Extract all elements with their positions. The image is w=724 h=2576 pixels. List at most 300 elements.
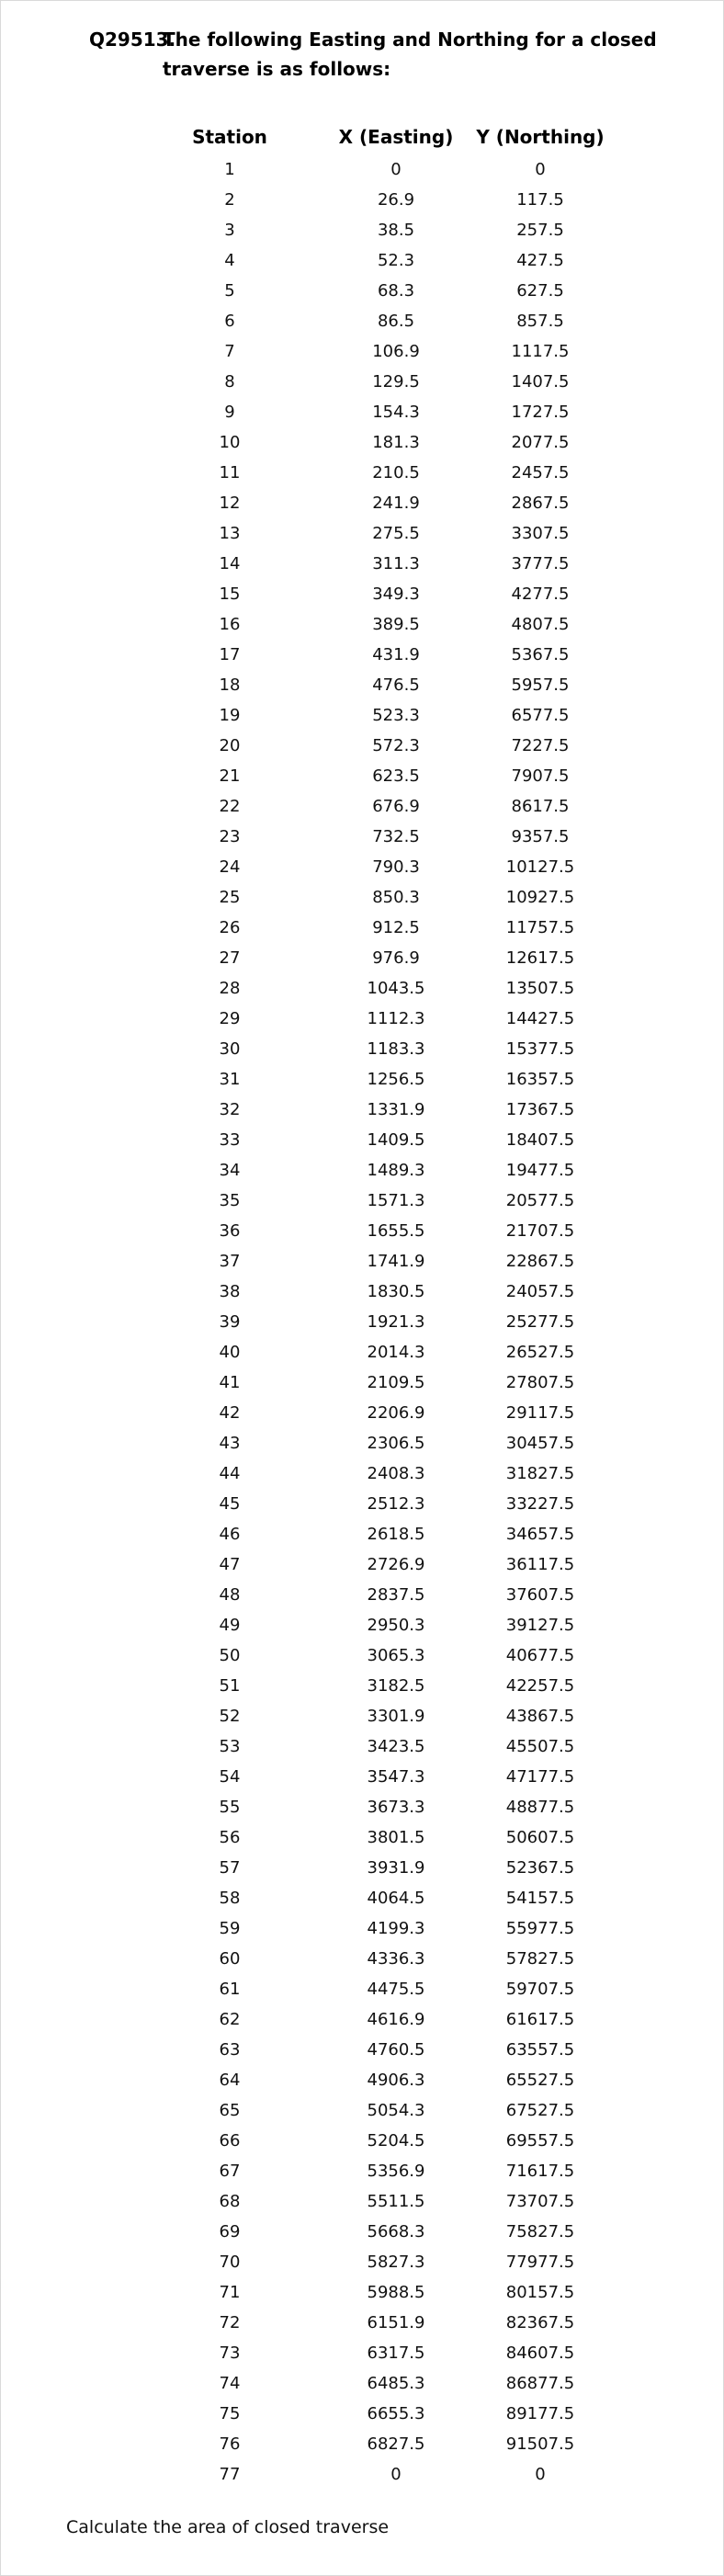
northing-cell: 20577.5 <box>505 1191 575 1210</box>
station-cell: 45 <box>219 1494 241 1514</box>
station-cell: 55 <box>219 1798 241 1817</box>
table-row <box>138 1337 610 1367</box>
table-row <box>138 458 610 488</box>
easting-cell: 311.3 <box>372 554 420 573</box>
northing-cell: 43867.5 <box>505 1707 575 1726</box>
traverse-table-container <box>138 119 610 2490</box>
table-row <box>138 1853 610 1883</box>
station-cell: 49 <box>219 1616 241 1635</box>
station-cell: 71 <box>219 2283 241 2302</box>
station-cell: 10 <box>219 433 241 452</box>
station-cell: 7 <box>224 342 235 361</box>
table-row <box>138 488 610 518</box>
easting-cell: 1921.3 <box>367 1312 425 1332</box>
table-row <box>138 1762 610 1792</box>
easting-cell: 129.5 <box>372 372 420 392</box>
station-cell: 26 <box>219 918 241 937</box>
station-cell: 38 <box>219 1282 241 1301</box>
easting-cell: 732.5 <box>372 827 420 846</box>
station-cell: 66 <box>219 2131 241 2150</box>
easting-cell: 790.3 <box>372 857 420 877</box>
easting-cell: 2618.5 <box>367 1525 425 1544</box>
northing-cell: 14427.5 <box>505 1009 575 1028</box>
easting-cell: 1571.3 <box>367 1191 425 1210</box>
table-row <box>138 2065 610 2095</box>
easting-cell: 5204.5 <box>367 2131 425 2150</box>
station-cell: 27 <box>219 948 241 968</box>
northing-cell: 63557.5 <box>505 2040 575 2060</box>
station-cell: 47 <box>219 1555 241 1574</box>
table-row <box>138 336 610 367</box>
easting-cell: 5054.3 <box>367 2101 425 2120</box>
table-row <box>138 2126 610 2156</box>
easting-cell: 4064.5 <box>367 1889 425 1908</box>
station-cell: 35 <box>219 1191 241 1210</box>
easting-cell: 1655.5 <box>367 1221 425 1241</box>
northing-cell: 257.5 <box>516 221 564 240</box>
table-row <box>138 1216 610 1246</box>
northing-cell: 18407.5 <box>505 1130 575 1150</box>
northing-cell: 0 <box>535 160 546 179</box>
table-row <box>138 1580 610 1610</box>
northing-cell: 17367.5 <box>505 1100 575 1119</box>
easting-cell: 4475.5 <box>367 1980 425 1999</box>
table-row <box>138 913 610 943</box>
easting-cell: 4760.5 <box>367 2040 425 2060</box>
easting-cell: 5356.9 <box>367 2162 425 2181</box>
table-row <box>138 1004 610 1034</box>
northing-cell: 86877.5 <box>505 2374 575 2393</box>
northing-cell: 26527.5 <box>505 1343 575 1362</box>
easting-cell: 3301.9 <box>367 1707 425 1726</box>
northing-cell: 1117.5 <box>511 342 570 361</box>
northing-cell: 2077.5 <box>511 433 570 452</box>
northing-cell: 52367.5 <box>505 1858 575 1878</box>
easting-cell: 912.5 <box>372 918 420 937</box>
table-row <box>138 1822 610 1853</box>
table-row <box>138 2338 610 2368</box>
station-cell: 60 <box>219 1949 241 1969</box>
easting-cell: 181.3 <box>372 433 420 452</box>
northing-cell: 36117.5 <box>505 1555 575 1574</box>
column-header-northing: Y (Northing) <box>476 126 605 148</box>
table-row <box>138 2186 610 2217</box>
station-cell: 25 <box>219 888 241 907</box>
northing-cell: 91507.5 <box>505 2434 575 2454</box>
station-cell: 22 <box>219 797 241 816</box>
easting-cell: 4336.3 <box>367 1949 425 1969</box>
easting-cell: 5668.3 <box>367 2222 425 2241</box>
station-cell: 5 <box>224 281 235 301</box>
table-row <box>138 1610 610 1640</box>
station-cell: 32 <box>219 1100 241 1119</box>
station-cell: 19 <box>219 706 241 725</box>
easting-cell: 1489.3 <box>367 1161 425 1180</box>
northing-cell: 77977.5 <box>505 2253 575 2272</box>
table-row <box>138 670 610 700</box>
northing-cell: 857.5 <box>516 312 564 331</box>
northing-cell: 24057.5 <box>505 1282 575 1301</box>
northing-cell: 75827.5 <box>505 2222 575 2241</box>
table-header-row <box>138 119 610 154</box>
northing-cell: 65527.5 <box>505 2071 575 2090</box>
easting-cell: 3931.9 <box>367 1858 425 1878</box>
station-cell: 9 <box>224 403 235 422</box>
station-cell: 50 <box>219 1646 241 1665</box>
table-row <box>138 306 610 336</box>
table-row <box>138 185 610 215</box>
table-row <box>138 2035 610 2065</box>
table-row <box>138 1277 610 1307</box>
easting-cell: 1043.5 <box>367 979 425 998</box>
table-row <box>138 2459 610 2490</box>
northing-cell: 25277.5 <box>505 1312 575 1332</box>
table-row <box>138 731 610 761</box>
question-text-line-1: The following Easting and Northing for a closed <box>163 28 657 51</box>
easting-cell: 6655.3 <box>367 2404 425 2423</box>
northing-cell: 22867.5 <box>505 1252 575 1271</box>
northing-cell: 34657.5 <box>505 1525 575 1544</box>
station-cell: 72 <box>219 2313 241 2332</box>
table-row <box>138 2429 610 2459</box>
easting-cell: 5988.5 <box>367 2283 425 2302</box>
table-row <box>138 1367 610 1398</box>
easting-cell: 4199.3 <box>367 1919 425 1938</box>
station-cell: 12 <box>219 494 241 513</box>
table-row <box>138 579 610 609</box>
table-row <box>138 1792 610 1822</box>
easting-cell: 2512.3 <box>367 1494 425 1514</box>
table-row <box>138 1155 610 1186</box>
question-number: Q29513. <box>89 28 176 51</box>
table-body <box>138 154 610 2490</box>
easting-cell: 154.3 <box>372 403 420 422</box>
easting-cell: 106.9 <box>372 342 420 361</box>
station-cell: 23 <box>219 827 241 846</box>
station-cell: 40 <box>219 1343 241 1362</box>
northing-cell: 42257.5 <box>505 1676 575 1696</box>
table-row <box>138 1034 610 1064</box>
northing-cell: 4807.5 <box>511 615 570 634</box>
table-row <box>138 1186 610 1216</box>
easting-cell: 0 <box>390 160 402 179</box>
easting-cell: 1741.9 <box>367 1252 425 1271</box>
table-row <box>138 549 610 579</box>
easting-cell: 1256.5 <box>367 1070 425 1089</box>
northing-cell: 5957.5 <box>511 675 570 695</box>
table-row <box>138 1974 610 2004</box>
station-cell: 33 <box>219 1130 241 1150</box>
table-row <box>138 882 610 913</box>
easting-cell: 2408.3 <box>367 1464 425 1483</box>
table-row <box>138 2247 610 2277</box>
easting-cell: 3423.5 <box>367 1737 425 1756</box>
easting-cell: 26.9 <box>377 190 415 210</box>
northing-cell: 0 <box>535 2465 546 2484</box>
station-cell: 68 <box>219 2192 241 2211</box>
northing-cell: 10927.5 <box>505 888 575 907</box>
northing-cell: 15377.5 <box>505 1039 575 1059</box>
northing-cell: 69557.5 <box>505 2131 575 2150</box>
table-row <box>138 1944 610 1974</box>
station-cell: 67 <box>219 2162 241 2181</box>
easting-cell: 2726.9 <box>367 1555 425 1574</box>
table-row <box>138 1458 610 1489</box>
northing-cell: 54157.5 <box>505 1889 575 1908</box>
easting-cell: 523.3 <box>372 706 420 725</box>
table-row <box>138 154 610 185</box>
station-cell: 52 <box>219 1707 241 1726</box>
easting-cell: 2109.5 <box>367 1373 425 1392</box>
station-cell: 63 <box>219 2040 241 2060</box>
station-cell: 53 <box>219 1737 241 1756</box>
northing-cell: 7907.5 <box>511 766 570 786</box>
northing-cell: 9357.5 <box>511 827 570 846</box>
northing-cell: 39127.5 <box>505 1616 575 1635</box>
northing-cell: 61617.5 <box>505 2010 575 2029</box>
easting-cell: 1830.5 <box>367 1282 425 1301</box>
question-text-line-2: traverse is as follows: <box>163 58 391 80</box>
easting-cell: 1112.3 <box>367 1009 425 1028</box>
table-row <box>138 1519 610 1549</box>
northing-cell: 117.5 <box>516 190 564 210</box>
station-cell: 39 <box>219 1312 241 1332</box>
northing-cell: 57827.5 <box>505 1949 575 1969</box>
station-cell: 14 <box>219 554 241 573</box>
easting-cell: 4906.3 <box>367 2071 425 2090</box>
station-cell: 8 <box>224 372 235 392</box>
table-row <box>138 852 610 882</box>
station-cell: 41 <box>219 1373 241 1392</box>
easting-cell: 3182.5 <box>367 1676 425 1696</box>
northing-cell: 427.5 <box>516 251 564 270</box>
northing-cell: 19477.5 <box>505 1161 575 1180</box>
column-header-station: Station <box>192 126 267 148</box>
station-cell: 16 <box>219 615 241 634</box>
easting-cell: 0 <box>390 2465 402 2484</box>
northing-cell: 10127.5 <box>505 857 575 877</box>
table-row <box>138 1731 610 1762</box>
easting-cell: 389.5 <box>372 615 420 634</box>
station-cell: 3 <box>224 221 235 240</box>
northing-cell: 2867.5 <box>511 494 570 513</box>
easting-cell: 976.9 <box>372 948 420 968</box>
station-cell: 44 <box>219 1464 241 1483</box>
easting-cell: 3801.5 <box>367 1828 425 1847</box>
easting-cell: 5827.3 <box>367 2253 425 2272</box>
northing-cell: 11757.5 <box>505 918 575 937</box>
table-row <box>138 2156 610 2186</box>
northing-cell: 21707.5 <box>505 1221 575 1241</box>
table-row <box>138 1549 610 1580</box>
station-cell: 18 <box>219 675 241 695</box>
easting-cell: 623.5 <box>372 766 420 786</box>
northing-cell: 1727.5 <box>511 403 570 422</box>
station-cell: 62 <box>219 2010 241 2029</box>
easting-cell: 3673.3 <box>367 1798 425 1817</box>
station-cell: 74 <box>219 2374 241 2393</box>
table-row <box>138 973 610 1004</box>
table-row <box>138 215 610 245</box>
easting-cell: 2206.9 <box>367 1403 425 1423</box>
northing-cell: 13507.5 <box>505 979 575 998</box>
station-cell: 2 <box>224 190 235 210</box>
station-cell: 61 <box>219 1980 241 1999</box>
table-row <box>138 367 610 397</box>
northing-cell: 45507.5 <box>505 1737 575 1756</box>
station-cell: 24 <box>219 857 241 877</box>
table-row <box>138 1307 610 1337</box>
northing-cell: 89177.5 <box>505 2404 575 2423</box>
easting-cell: 6151.9 <box>367 2313 425 2332</box>
northing-cell: 59707.5 <box>505 1980 575 1999</box>
table-row <box>138 1064 610 1095</box>
station-cell: 30 <box>219 1039 241 1059</box>
station-cell: 43 <box>219 1434 241 1453</box>
station-cell: 65 <box>219 2101 241 2120</box>
northing-cell: 6577.5 <box>511 706 570 725</box>
table-row <box>138 1883 610 1913</box>
northing-cell: 82367.5 <box>505 2313 575 2332</box>
easting-cell: 676.9 <box>372 797 420 816</box>
northing-cell: 48877.5 <box>505 1798 575 1817</box>
northing-cell: 33227.5 <box>505 1494 575 1514</box>
station-cell: 56 <box>219 1828 241 1847</box>
northing-cell: 16357.5 <box>505 1070 575 1089</box>
traverse-table <box>138 119 610 2490</box>
easting-cell: 2306.5 <box>367 1434 425 1453</box>
northing-cell: 84607.5 <box>505 2343 575 2363</box>
table-row <box>138 1640 610 1671</box>
station-cell: 42 <box>219 1403 241 1423</box>
northing-cell: 27807.5 <box>505 1373 575 1392</box>
northing-cell: 50607.5 <box>505 1828 575 1847</box>
table-row <box>138 518 610 549</box>
station-cell: 17 <box>219 645 241 664</box>
table-row <box>138 2217 610 2247</box>
easting-cell: 2014.3 <box>367 1343 425 1362</box>
easting-cell: 1409.5 <box>367 1130 425 1150</box>
easting-cell: 3547.3 <box>367 1767 425 1787</box>
northing-cell: 5367.5 <box>511 645 570 664</box>
easting-cell: 2837.5 <box>367 1585 425 1605</box>
table-row <box>138 2368 610 2399</box>
table-row <box>138 1125 610 1155</box>
northing-cell: 2457.5 <box>511 463 570 482</box>
table-row <box>138 1246 610 1277</box>
station-cell: 58 <box>219 1889 241 1908</box>
table-row <box>138 397 610 427</box>
easting-cell: 241.9 <box>372 494 420 513</box>
easting-cell: 1183.3 <box>367 1039 425 1059</box>
table-row <box>138 791 610 822</box>
station-cell: 1 <box>224 160 235 179</box>
station-cell: 20 <box>219 736 241 755</box>
northing-cell: 30457.5 <box>505 1434 575 1453</box>
table-row <box>138 1398 610 1428</box>
station-cell: 31 <box>219 1070 241 1089</box>
station-cell: 57 <box>219 1858 241 1878</box>
table-row <box>138 1701 610 1731</box>
table-row <box>138 2399 610 2429</box>
table-row <box>138 1095 610 1125</box>
station-cell: 11 <box>219 463 241 482</box>
station-cell: 29 <box>219 1009 241 1028</box>
station-cell: 21 <box>219 766 241 786</box>
northing-cell: 12617.5 <box>505 948 575 968</box>
northing-cell: 4277.5 <box>511 584 570 604</box>
northing-cell: 7227.5 <box>511 736 570 755</box>
easting-cell: 5511.5 <box>367 2192 425 2211</box>
station-cell: 37 <box>219 1252 241 1271</box>
station-cell: 51 <box>219 1676 241 1696</box>
northing-cell: 31827.5 <box>505 1464 575 1483</box>
northing-cell: 55977.5 <box>505 1919 575 1938</box>
easting-cell: 349.3 <box>372 584 420 604</box>
table-row <box>138 1913 610 1944</box>
table-row <box>138 640 610 670</box>
table-row <box>138 700 610 731</box>
station-cell: 36 <box>219 1221 241 1241</box>
easting-cell: 572.3 <box>372 736 420 755</box>
station-cell: 70 <box>219 2253 241 2272</box>
table-row <box>138 2004 610 2035</box>
station-cell: 6 <box>224 312 235 331</box>
easting-cell: 4616.9 <box>367 2010 425 2029</box>
easting-cell: 1331.9 <box>367 1100 425 1119</box>
easting-cell: 86.5 <box>377 312 415 331</box>
station-cell: 15 <box>219 584 241 604</box>
station-cell: 59 <box>219 1919 241 1938</box>
northing-cell: 67527.5 <box>505 2101 575 2120</box>
northing-cell: 3777.5 <box>511 554 570 573</box>
station-cell: 34 <box>219 1161 241 1180</box>
table-row <box>138 427 610 458</box>
easting-cell: 38.5 <box>377 221 415 240</box>
table-row <box>138 1671 610 1701</box>
table-row <box>138 276 610 306</box>
easting-cell: 275.5 <box>372 524 420 543</box>
easting-cell: 6317.5 <box>367 2343 425 2363</box>
northing-cell: 73707.5 <box>505 2192 575 2211</box>
table-row <box>138 245 610 276</box>
station-cell: 13 <box>219 524 241 543</box>
northing-cell: 80157.5 <box>505 2283 575 2302</box>
northing-cell: 1407.5 <box>511 372 570 392</box>
table-row <box>138 943 610 973</box>
easting-cell: 3065.3 <box>367 1646 425 1665</box>
station-cell: 4 <box>224 251 235 270</box>
easting-cell: 68.3 <box>377 281 415 301</box>
northing-cell: 8617.5 <box>511 797 570 816</box>
table-row <box>138 2277 610 2308</box>
table-row <box>138 609 610 640</box>
northing-cell: 47177.5 <box>505 1767 575 1787</box>
station-cell: 46 <box>219 1525 241 1544</box>
table-row <box>138 1428 610 1458</box>
northing-cell: 3307.5 <box>511 524 570 543</box>
station-cell: 75 <box>219 2404 241 2423</box>
table-row <box>138 761 610 791</box>
easting-cell: 6485.3 <box>367 2374 425 2393</box>
easting-cell: 431.9 <box>372 645 420 664</box>
northing-cell: 40677.5 <box>505 1646 575 1665</box>
northing-cell: 627.5 <box>516 281 564 301</box>
station-cell: 77 <box>219 2465 241 2484</box>
station-cell: 54 <box>219 1767 241 1787</box>
column-header-easting: X (Easting) <box>338 126 454 148</box>
easting-cell: 6827.5 <box>367 2434 425 2454</box>
